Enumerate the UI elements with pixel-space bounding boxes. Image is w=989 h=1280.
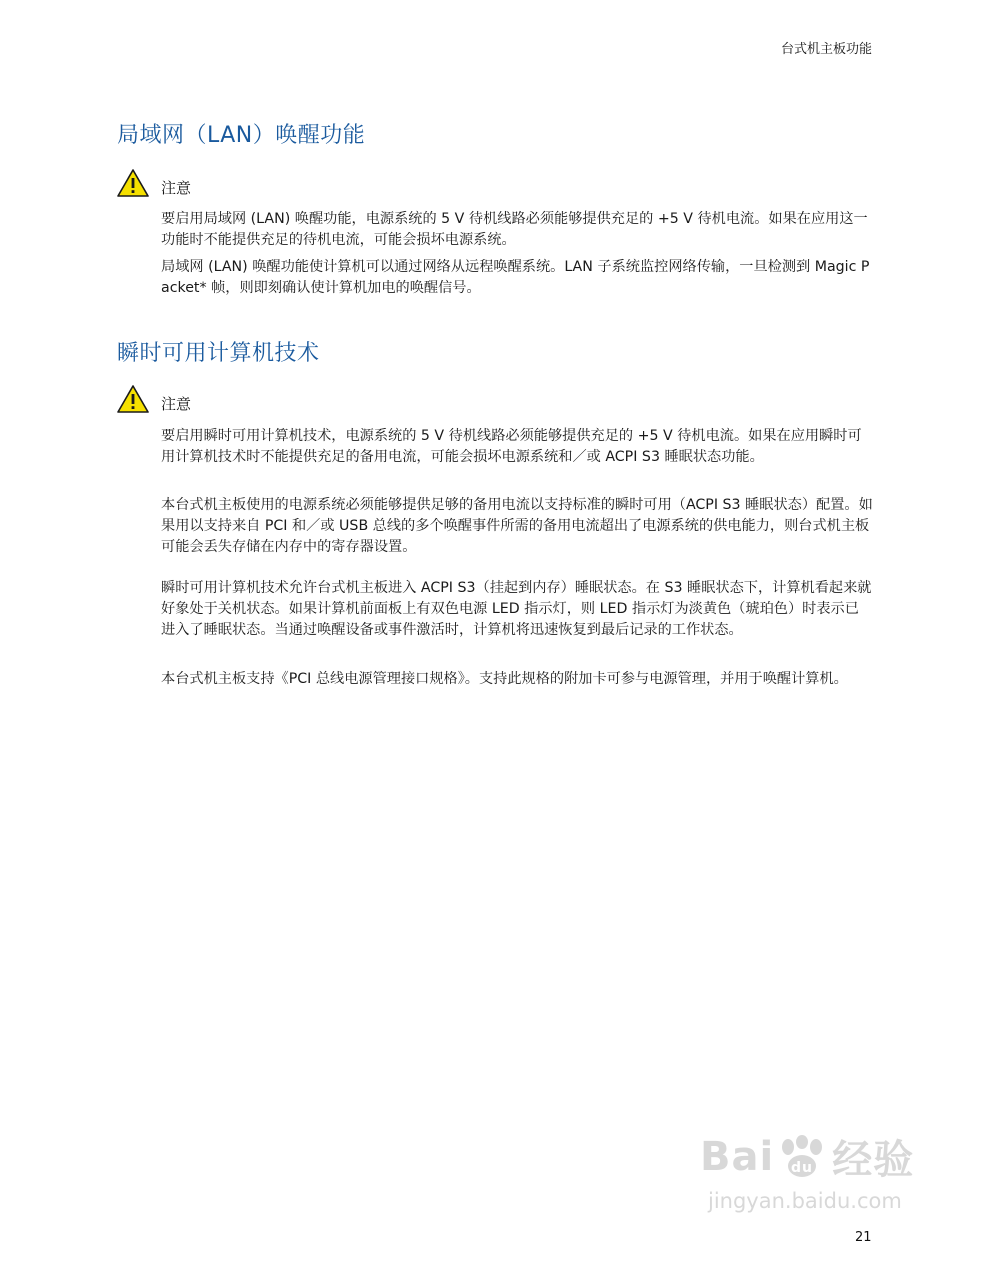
section-title-instantly-available: 瞬时可用计算机技术 [117,341,320,366]
warning-triangle-icon [116,168,150,198]
paragraph: 局域网 (LAN) 唤醒功能使计算机可以通过网络从远程唤醒系统。LAN 子系统监控网络传输，一旦检测到 Magic Packet* 帧，则即刻确认使计算机加电的唤醒信号。 [161,259,870,296]
note-label: 注意 [161,178,192,197]
watermark-logo [700,1128,914,1185]
paragraph: 要启用瞬时可用计算机技术，电源系统的 5 V 待机线路必须能够提供充足的 +5 V 待机电流。如果在应用瞬时可用计算机技术时不能提供充足的备用电流，可能会损坏电源系统和／或 ACPI S3 睡眠状态功能。 [161,428,862,465]
page-number: 21 [855,1230,872,1245]
warning-triangle-icon [116,384,150,414]
svg-text:du: du [791,1159,814,1176]
section-title-lan-wake: 局域网（LAN）唤醒功能 [117,123,366,148]
note-header [116,384,191,414]
watermark-brand-right: 经验 [832,1137,915,1183]
running-header: 台式机主板功能 [780,42,872,57]
watermark-brand-left: Bai [700,1133,775,1180]
note-header [116,168,191,198]
note-label: 注意 [161,394,192,413]
paragraph: 本台式机主板使用的电源系统必须能够提供足够的备用电流以支持标准的瞬时可用（ACPI S3 睡眠状态）配置。如果用以支持来自 PCI 和／或 USB 总线的多个唤醒事件所需的备用电流超出了电源系统的供电能力，则台式机主板可能会丢失存储在内存中的寄存器设置。 [161,497,873,555]
paw-icon [776,1135,830,1179]
paragraph: 本台式机主板支持《PCI 总线电源管理接口规格》。支持此规格的附加卡可参与电源管理，并用于唤醒计算机。 [161,671,848,687]
watermark-url: jingyan.baidu.com [708,1189,902,1213]
paragraph: 瞬时可用计算机技术允许台式机主板进入 ACPI S3（挂起到内存）睡眠状态。在 S3 睡眠状态下，计算机看起来就好象处于关机状态。如果计算机前面板上有双色电源 LED 指示灯，则 LED 指示灯为淡黄色（琥珀色）时表示已进入了睡眠状态。当通过唤醒设备或事件激活时，计算机将迅速恢复到最后记录的工作状态。 [161,580,872,638]
paragraph: 要启用局域网 (LAN) 唤醒功能，电源系统的 5 V 待机线路必须能够提供充足的 +5 V 待机电流。如果在应用这一功能时不能提供充足的待机电流，可能会损坏电源系统。 [161,211,868,248]
baidu-watermark [700,1128,914,1213]
